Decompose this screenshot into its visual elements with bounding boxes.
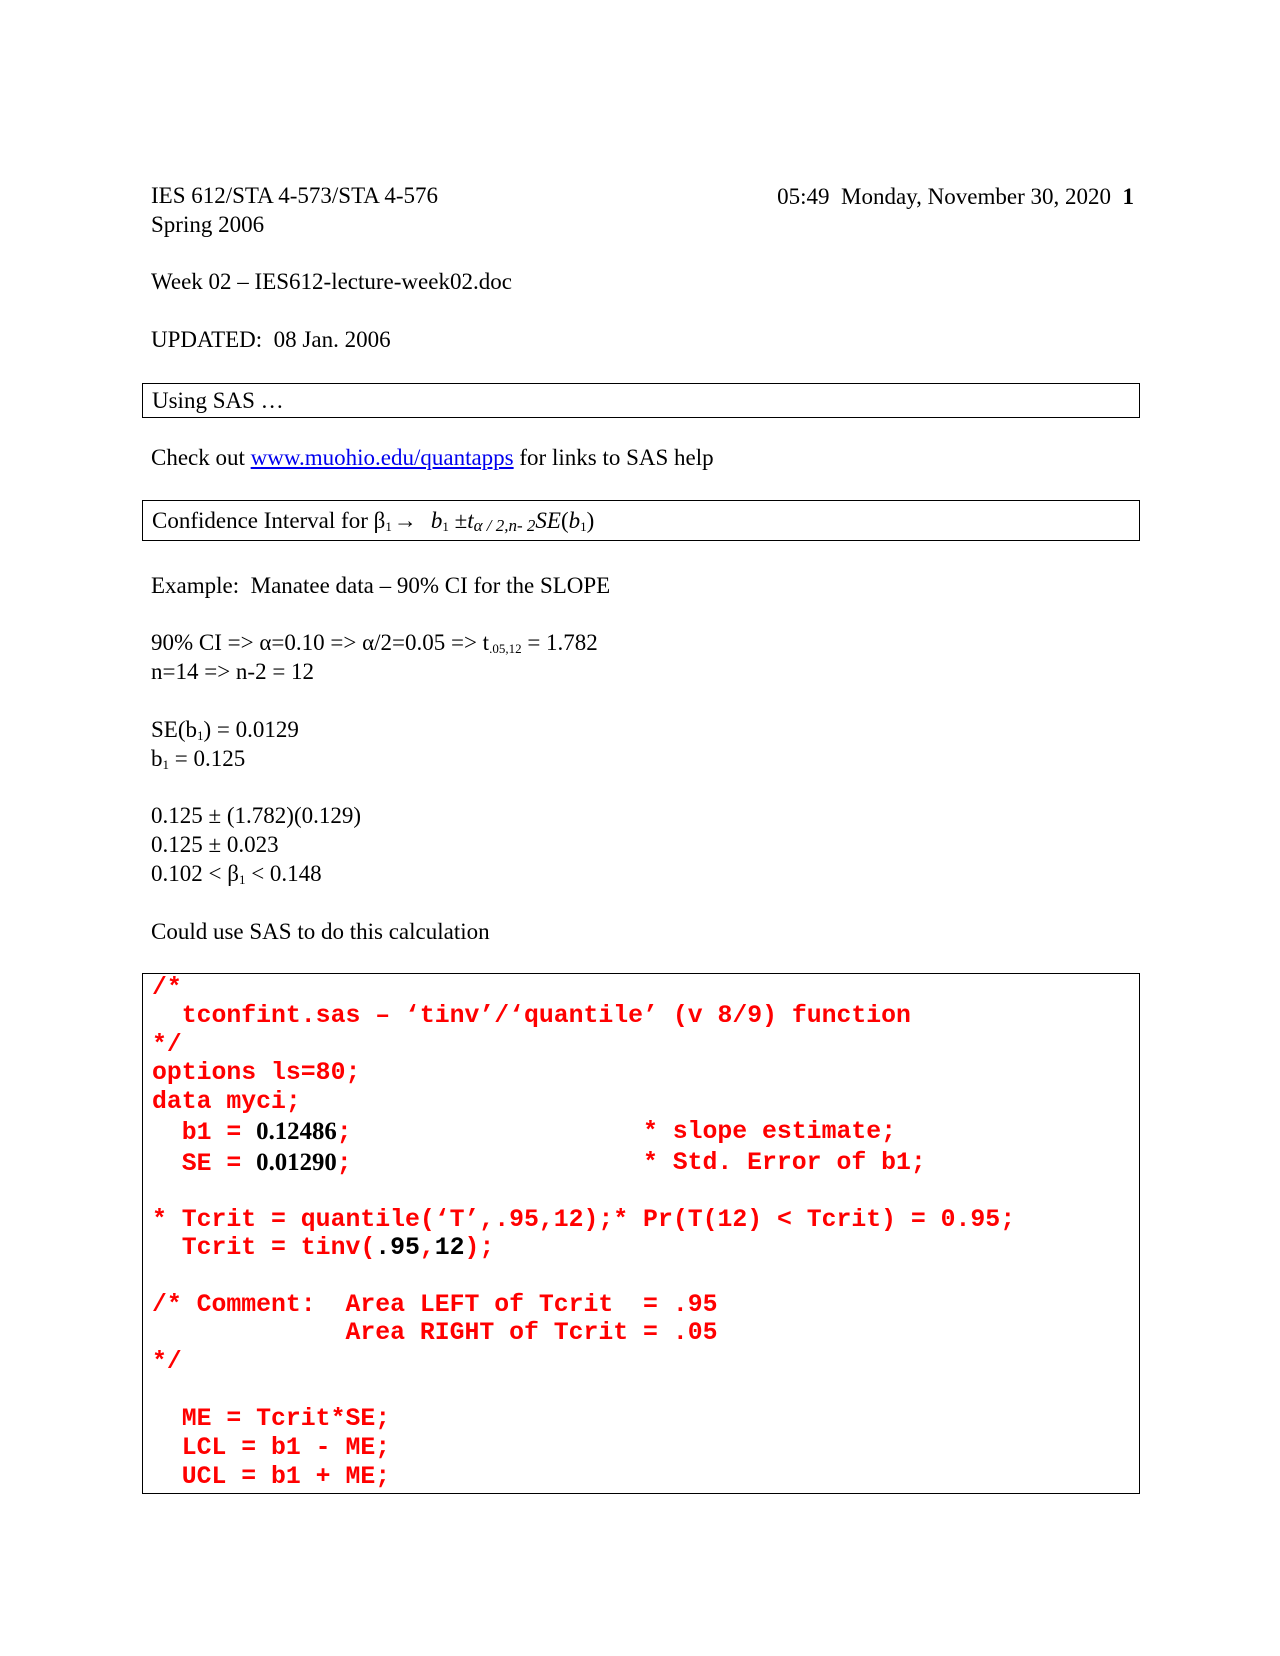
code-line: tconfint.sas – ‘tinv’/‘quantile’ (v 8/9) function <box>152 1002 911 1030</box>
code-b1-assign: b1 = <box>152 1119 257 1147</box>
code-line-tinv <box>152 1234 494 1263</box>
ci-close-paren: ) <box>586 508 595 533</box>
code-line: */ <box>152 1031 182 1059</box>
ci-plus-minus: ± <box>448 508 468 533</box>
ci-formula <box>152 506 594 541</box>
b1-prefix: b <box>151 746 163 771</box>
calc-line-3-prefix: 0.102 < β <box>151 861 239 886</box>
code-line: * Tcrit = quantile(‘T’,.95,12);* Pr(T(12) < Tcrit) = 0.95; <box>152 1206 1016 1234</box>
code-tinv-df: 12 <box>434 1234 465 1262</box>
code-tinv-close: ); <box>464 1234 495 1262</box>
updated-text: UPDATED: 08 Jan. 2006 <box>151 327 391 352</box>
example-title: Example: Manatee data – 90% CI for the SLOPE <box>151 573 611 598</box>
using-sas-box <box>142 383 1140 418</box>
ci-b2-sub: 1 <box>580 519 587 534</box>
header-date: Monday, November 30, 2020 <box>841 184 1111 209</box>
could-use-sas-text: Could use SAS to do this calculation <box>151 919 490 944</box>
code-tinv-comma: , <box>419 1234 435 1262</box>
code-b1-value: 0.12486 <box>256 1118 337 1145</box>
code-line-se <box>152 1149 926 1179</box>
code-line: */ <box>152 1348 182 1376</box>
code-line: LCL = b1 - ME; <box>152 1434 391 1462</box>
code-line: options ls=80; <box>152 1059 361 1087</box>
quantapps-link[interactable]: www.muohio.edu/quantapps <box>250 445 514 470</box>
page-number: 1 <box>1122 184 1134 209</box>
calc-line-2: 0.125 ± 0.023 <box>151 832 279 857</box>
page-header <box>766 153 1134 211</box>
b1-line <box>151 744 245 779</box>
header-time: 05:49 <box>777 184 830 209</box>
ci-t-sub: α / 2,n- 2 <box>473 516 536 535</box>
term-text: Spring 2006 <box>151 212 265 237</box>
code-b1-semicolon: ; <box>336 1119 352 1147</box>
code-tinv-prob: .95 <box>375 1234 420 1262</box>
ci-b: b <box>430 508 443 533</box>
ci-label: Confidence Interval for β <box>152 508 386 533</box>
ci-label-sub: 1 <box>385 519 392 534</box>
example-line-1-suffix: = 1.782 <box>521 630 598 655</box>
code-tinv-call: Tcrit = tinv( <box>152 1234 376 1262</box>
example-line-1-sub: .05,12 <box>489 641 522 656</box>
ci-se: SE <box>535 508 561 533</box>
code-line: ME = Tcrit*SE; <box>152 1405 391 1433</box>
calc-line-1: 0.125 ± (1.782)(0.129) <box>151 803 362 828</box>
code-line: /* Comment: Area LEFT of Tcrit = .95 <box>152 1291 718 1319</box>
ci-open-paren: ( <box>560 508 569 533</box>
sas-code-box <box>142 973 1140 1494</box>
b1-sub: 1 <box>162 757 169 772</box>
code-line: Area RIGHT of Tcrit = .05 <box>152 1319 718 1347</box>
week-text: Week 02 – IES612-lecture-week02.doc <box>151 269 512 294</box>
ci-b2: b <box>568 508 581 533</box>
check-out-line <box>151 443 714 472</box>
check-suffix: for links to SAS help <box>513 445 714 470</box>
ci-t: t <box>467 508 474 533</box>
course-title: IES 612/STA 4-573/STA 4-576 <box>151 183 439 208</box>
code-line: UCL = b1 + ME; <box>152 1463 391 1491</box>
code-se-comment: * Std. Error of b1; <box>643 1149 926 1177</box>
using-sas-title: Using SAS … <box>152 388 284 413</box>
code-se-assign: SE = <box>152 1150 257 1178</box>
check-prefix: Check out <box>151 445 251 470</box>
calc-line-3-sub: 1 <box>238 872 246 887</box>
confidence-interval-box <box>142 500 1140 541</box>
code-se-value: 0.01290 <box>256 1149 337 1176</box>
ci-b-sub: 1 <box>442 519 449 534</box>
code-line: /* <box>152 974 182 1002</box>
se-suffix: ) = 0.0129 <box>203 717 299 742</box>
se-prefix: SE(b <box>151 717 197 742</box>
code-b1-comment: * slope estimate; <box>643 1118 896 1146</box>
code-line: data myci; <box>152 1088 301 1116</box>
example-line-1-prefix: 90% CI => α=0.10 => α/2=0.05 => t <box>151 630 490 655</box>
b1-suffix: = 0.125 <box>169 746 246 771</box>
se-sub: 1 <box>197 728 204 743</box>
code-line-b1 <box>152 1118 896 1148</box>
calc-line-3-suffix: < 0.148 <box>245 861 322 886</box>
calc-line-3 <box>151 859 322 894</box>
example-line-2: n=14 => n-2 = 12 <box>151 659 315 684</box>
right-arrow-icon: → <box>393 508 417 533</box>
code-se-semicolon: ; <box>336 1150 352 1178</box>
